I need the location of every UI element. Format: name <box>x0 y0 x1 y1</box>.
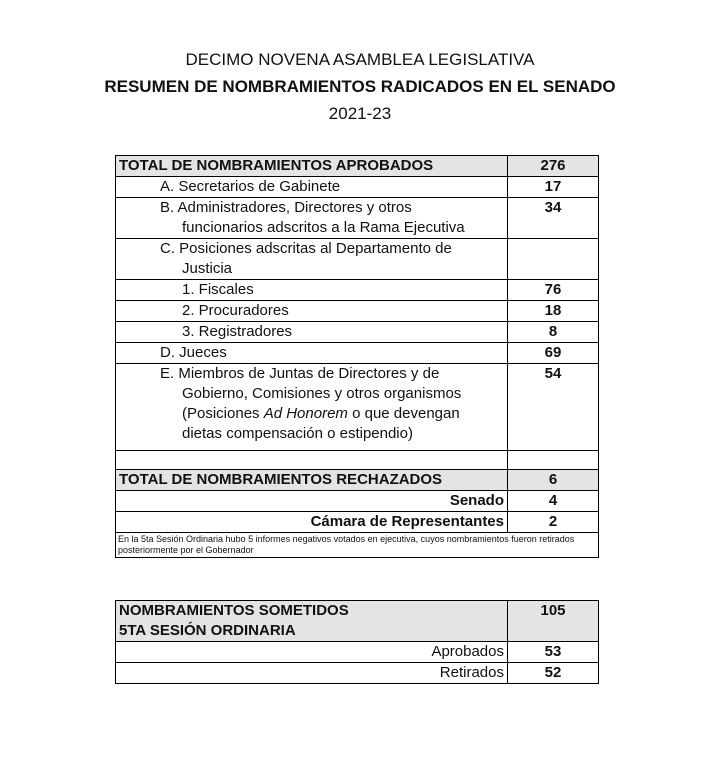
table-row <box>116 642 599 663</box>
document-title: RESUMEN DE NOMBRAMIENTOS RADICADOS EN EL SENADO <box>104 77 616 96</box>
table-row <box>116 343 599 364</box>
table-row <box>116 512 599 533</box>
rejected-note: En la 5ta Sesión Ordinaria hubo 5 informes negativos votados en ejecutiva, cuyos nombramientos fueron retirados posteriormente por el Gobernador <box>116 533 599 558</box>
item-value: 76 <box>508 280 599 301</box>
camara-value: 2 <box>508 512 599 533</box>
table-row <box>116 601 599 642</box>
item-value: 17 <box>508 177 599 198</box>
table-row <box>116 491 599 512</box>
period-label: 2021-23 <box>328 104 392 123</box>
item-value: 18 <box>508 301 599 322</box>
approved-total-label: TOTAL DE NOMBRAMIENTOS APROBADOS <box>116 156 508 177</box>
item-label: 2. Procuradores <box>116 301 508 322</box>
assembly-title: DECIMO NOVENA ASAMBLEA LEGISLATIVA <box>185 50 535 69</box>
table-row <box>116 156 599 177</box>
approved-rejected-table <box>115 155 599 558</box>
table-row <box>116 663 599 684</box>
session-approved-value: 53 <box>508 642 599 663</box>
approved-total-value: 276 <box>508 156 599 177</box>
session-total-value: 105 <box>508 601 599 642</box>
session-table <box>115 600 599 684</box>
table-row <box>116 280 599 301</box>
item-value: 34 <box>508 198 599 239</box>
session-withdrawn-label: Retirados <box>116 663 508 684</box>
item-label: 1. Fiscales <box>116 280 508 301</box>
senado-label: Senado <box>116 491 508 512</box>
item-label: C. Posiciones adscritas al Departamento de Justicia <box>116 239 508 280</box>
table-row <box>116 177 599 198</box>
table-row <box>116 364 599 451</box>
table-row <box>116 451 599 470</box>
item-value <box>508 239 599 280</box>
item-value: 8 <box>508 322 599 343</box>
item-label: 3. Registradores <box>116 322 508 343</box>
rejected-total-label: TOTAL DE NOMBRAMIENTOS RECHAZADOS <box>116 470 508 491</box>
table-row <box>116 470 599 491</box>
item-label: E. Miembros de Juntas de Directores y de Gobierno, Comisiones y otros organismos (Posiciones Ad Honorem o que devengan dietas compensación o estipendio) <box>116 364 508 451</box>
item-label: D. Jueces <box>116 343 508 364</box>
table-row <box>116 239 599 280</box>
item-value: 54 <box>508 364 599 451</box>
camara-label: Cámara de Representantes <box>116 512 508 533</box>
senado-value: 4 <box>508 491 599 512</box>
session-withdrawn-value: 52 <box>508 663 599 684</box>
session-total-label: NOMBRAMIENTOS SOMETIDOS 5TA SESIÓN ORDINARIA <box>116 601 508 642</box>
rejected-total-value: 6 <box>508 470 599 491</box>
item-value: 69 <box>508 343 599 364</box>
table-row <box>116 198 599 239</box>
item-label: A. Secretarios de Gabinete <box>116 177 508 198</box>
session-approved-label: Aprobados <box>116 642 508 663</box>
table-row <box>116 533 599 558</box>
table-row <box>116 322 599 343</box>
table-row <box>116 301 599 322</box>
item-label: B. Administradores, Directores y otros funcionarios adscritos a la Rama Ejecutiva <box>116 198 508 239</box>
